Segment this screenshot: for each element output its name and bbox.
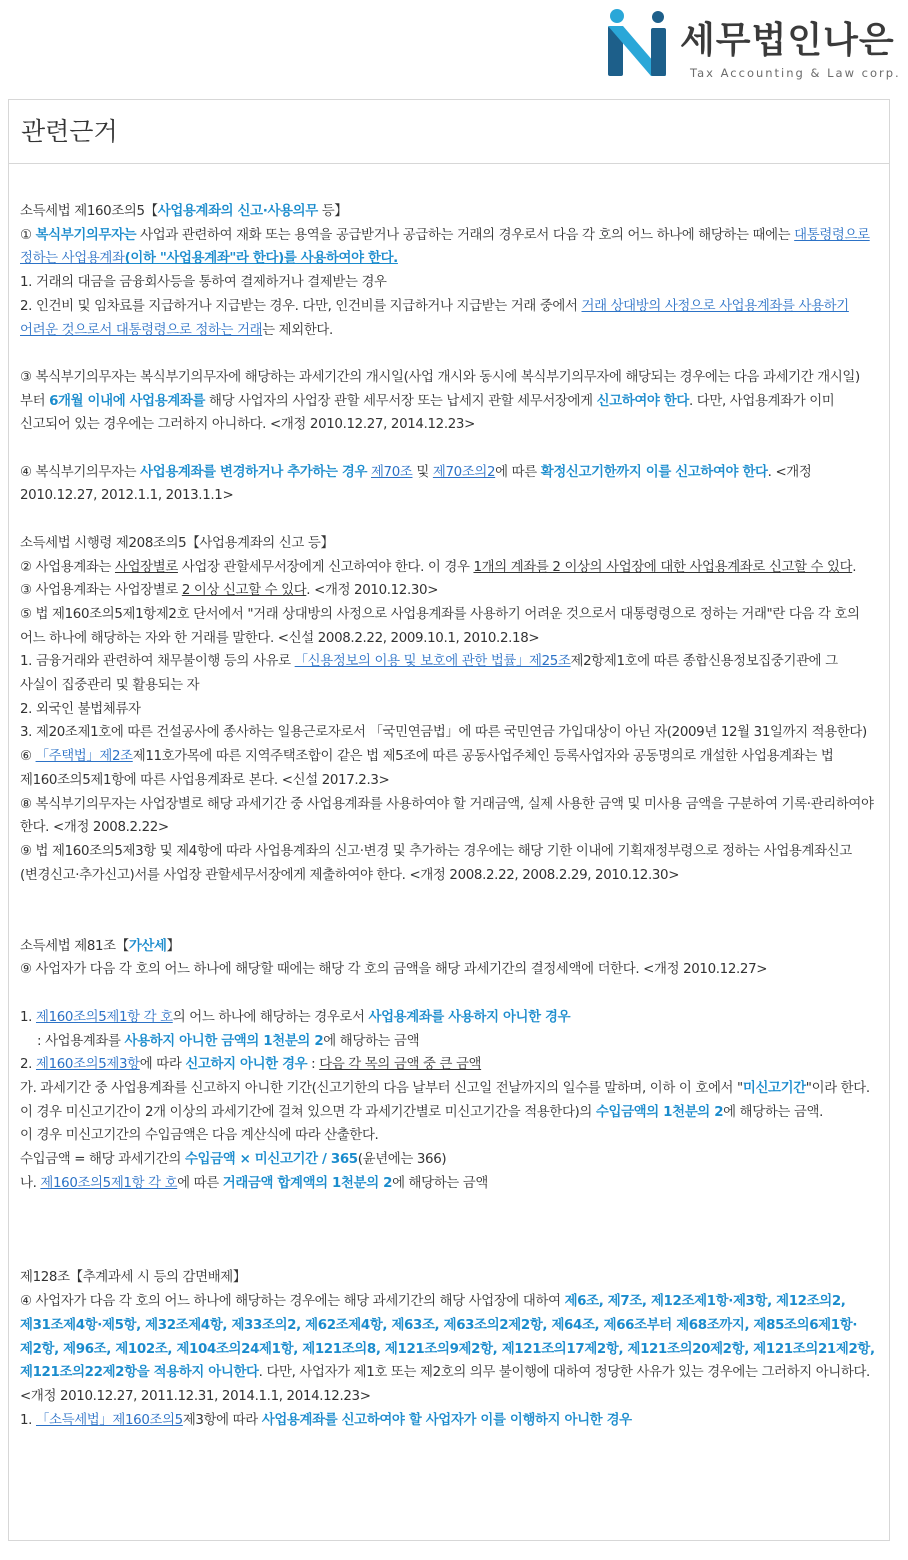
s3-i1-num: 1. — [20, 1009, 36, 1025]
s3-ga-text: 가. 과세기간 중 사업용계좌를 신고하지 아니한 기간(신고기한의 다음 날부터 신고일 전날까지의 일수를 말하며, 이하 이 호에서 " — [20, 1080, 743, 1096]
ni-monogram-icon — [604, 8, 672, 78]
s3-heading — [20, 935, 875, 959]
s1-p3-emph: 6개월 이내에 사업용계좌를 — [49, 393, 206, 409]
s1-p4-end: . <개정 2010.12.27, 2012.1.1, 2013.1.1> — [20, 464, 812, 504]
s1-para-3 — [20, 366, 875, 437]
s3-heading-title: 가산세 — [128, 938, 167, 954]
s3-sub-ga — [20, 1077, 875, 1124]
s2-para-6 — [20, 745, 875, 792]
s3-na-text: 에 따른 — [177, 1175, 223, 1191]
s2-para-3 — [20, 579, 875, 603]
s3-formula-end: (윤년에는 366) — [357, 1152, 447, 1168]
s1-p4-and: 및 — [412, 464, 433, 480]
s1-p3-text: ③ 복식부기의무자는 복식부기의무자에 해당하는 과세기간의 개시일(사업 개시와 동시에 복식부기의무자에 해당되는 경우에는 다음 과세기간 개시일)부터 — [20, 369, 860, 409]
s4-i1-emph: 사업용계좌를 신고하여야 할 사업자가 이를 이행하지 아니한 경우 — [261, 1412, 632, 1428]
s2-i1-link[interactable]: 「신용정보의 이용 및 보호에 관한 법률」제25조 — [294, 654, 571, 670]
s3-calc-note: 이 경우 미신고기간의 수입금액은 다음 계산식에 따라 산출한다. — [20, 1128, 379, 1144]
s2-para-9: ⑨ 법 제160조의5제3항 및 제4항에 따라 사업용계좌의 신고·변경 및 추가하는 경우에는 해당 기한 이내에 기획재정부령으로 정하는 사업용계좌신고(변경신고·추가신고)서를 사업장 관할세무서장에게 제출하여야 한다. <개정 2008.2.22, 2008.2.29, 2010.12.30> — [20, 843, 852, 883]
s4-p4-end: . 다만, 사업자가 제1호 또는 제2호의 의무 불이행에 대하여 정당한 사유가 있는 경우에는 그러하지 아니하다. <개정 2010.12.27, 2011.12.31, 2014.1.1, 2014.12.23> — [20, 1365, 870, 1404]
s3-na-num: 나. — [20, 1175, 41, 1191]
s3-i1-detail-emph: 사용하지 아니한 금액의 1천분의 2 — [124, 1033, 324, 1049]
s2-item-1 — [20, 650, 875, 697]
s1-p1-num: ① — [20, 227, 36, 243]
s3-i2-num: 2. — [20, 1057, 36, 1073]
s3-item-2 — [20, 1053, 875, 1077]
s4-item-1 — [20, 1409, 875, 1433]
s2-heading: 소득세법 시행령 제208조의5【사업용계좌의 신고 등】 — [20, 535, 334, 551]
s4-i1-link[interactable]: 「소득세법」제160조의5 — [35, 1412, 183, 1428]
s1-heading-suffix: 등】 — [317, 204, 348, 219]
s4-i1-text: 제3항에 따라 — [182, 1412, 262, 1428]
s2-p2-text: ② 사업용계좌는 — [20, 559, 115, 575]
s2-p6-num: ⑥ — [20, 749, 36, 765]
s3-na-end: 에 해당하는 금액 — [392, 1175, 488, 1191]
s2-item-3: 3. 제20조제1호에 따른 건설공사에 종사하는 일용근로자로서 「국민연금법」에 따른 국민연금 가입대상이 아닌 자(2009년 12월 31일까지 적용한다) — [20, 725, 867, 741]
s1-p4-text-2: 에 따른 — [495, 464, 541, 480]
s3-i1-detail-end: 에 해당하는 금액 — [323, 1033, 420, 1049]
s4-heading: 제128조【추계과세 시 등의 감면배제】 — [20, 1270, 246, 1286]
s1-p1-link[interactable]: 대통령령으로 정하는 사업용계좌 — [20, 227, 870, 267]
s1-p4-emph-2: 확정신고기한까지 이를 신고하여야 한다 — [540, 464, 768, 480]
s1-p1-emph: 복식부기의무자는 — [35, 227, 137, 243]
s1-p1-emph-2: (이하 "사업용계좌"라 한다)를 사용하여야 한다. — [124, 251, 398, 267]
s2-para-2 — [20, 556, 875, 580]
s3-sub-na — [20, 1172, 875, 1196]
s1-p1-text: 사업과 관련하여 재화 또는 용역을 공급받거나 공급하는 거래의 경우로서 다음 각 호의 어느 하나에 해당하는 때에는 — [136, 227, 795, 243]
s2-p2-underline-2: 1개의 계좌를 2 이상의 사업장에 대한 사업용계좌로 신고할 수 있다 — [473, 559, 853, 575]
s1-para-4 — [20, 461, 875, 508]
s1-heading-title: 사업용계좌의 신고·사용의무 — [157, 204, 318, 219]
s2-para-5: ⑤ 법 제160조의5제1항제2호 단서에서 "거래 상대방의 사정으로 사업용계좌를 사용하기 어려운 것으로서 대통령령으로 정하는 거래"란 다음 각 호의 어느 하나에 해당하는 자와 한 거래를 말한다. <신설 2008.2.22, 2009.10.1, 2010.2.18> — [20, 606, 860, 646]
s3-heading-suffix: 】 — [166, 938, 180, 954]
section-title: 관련근거 — [9, 100, 889, 164]
brand-name: 세무법인나은 — [680, 20, 895, 61]
s3-i1-text: 의 어느 하나에 해당하는 경우로서 — [172, 1009, 369, 1025]
s2-i1-text: 1. 금융거래와 관련하여 채무불이행 등의 사유로 — [20, 654, 295, 670]
s3-na-link[interactable]: 제160조의5제1항 각 호 — [40, 1175, 178, 1191]
s3-i2-link[interactable]: 제160조의5제3항 — [35, 1057, 140, 1073]
s3-ga-emph: 미신고기간 — [742, 1080, 806, 1096]
s3-i2-colon: : — [307, 1057, 320, 1073]
related-basis-panel — [8, 99, 890, 1541]
s2-p3-end: . <개정 2010.12.30> — [306, 583, 439, 599]
s4-i1-num: 1. — [20, 1412, 36, 1428]
s3-i2-underline: 다음 각 목의 금액 중 큰 금액 — [319, 1057, 482, 1073]
s1-i2-text: 2. 인건비 및 임차료를 지급하거나 지급받는 경우. 다만, 인건비를 지급하거나 지급받는 거래 중에서 — [20, 298, 582, 314]
s3-ga-end: 에 해당하는 금액. — [723, 1104, 823, 1120]
s1-heading — [20, 200, 875, 224]
s3-formula — [20, 1148, 875, 1172]
s3-formula-text: 수입금액 = 해당 과세기간의 — [20, 1152, 185, 1168]
s3-para-9: ⑨ 사업자가 다음 각 호의 어느 하나에 해당할 때에는 해당 각 호의 금액을 해당 과세기간의 결정세액에 더한다. <개정 2010.12.27> — [20, 962, 768, 978]
s3-i2-text: 에 따라 — [139, 1057, 186, 1073]
s3-ga-text-2: "이라 한다. 이 경우 미신고기간이 2개 이상의 과세기간에 걸쳐 있으면 각 과세기간별로 미신고기간을 적용한다)의 — [20, 1080, 870, 1120]
page-header — [0, 0, 908, 96]
s3-i2-emph: 신고하지 아니한 경우 — [185, 1057, 308, 1073]
s1-p4-emph: 사업용계좌를 변경하거나 추가하는 경우 — [140, 464, 368, 480]
law-text — [9, 164, 889, 1432]
s1-para-1 — [20, 224, 875, 271]
s2-para-8: ⑧ 복식부기의무자는 사업장별로 해당 과세기간 중 사업용계좌를 사용하여야 할 거래금액, 실제 사용한 금액 및 미사용 금액을 구분하여 기록·관리하여야 한다. <개정 2008.2.22> — [20, 796, 874, 836]
s2-i1-end: 제2항제1호에 따른 종합신용정보집중기관에 그 사실이 집중관리 및 활용되는 자 — [20, 654, 838, 694]
s1-i2-link[interactable]: 거래 상대방의 사정으로 사업용계좌를 사용하기 어려운 것으로서 대통령령으로 정하는 거래 — [20, 298, 849, 338]
s4-p4-text: ④ 사업자가 다음 각 호의 어느 하나에 해당하는 경우에는 해당 과세기간의 해당 사업장에 대하여 — [20, 1294, 565, 1310]
s2-p2-underline: 사업장별로 — [114, 559, 178, 575]
s3-item-1 — [20, 1006, 875, 1030]
s3-formula-emph: 수입금액 × 미신고기간 / 365 — [184, 1152, 358, 1168]
s1-item-2 — [20, 295, 875, 342]
s1-p4-link-70[interactable]: 제70조 — [370, 464, 413, 480]
s3-ga-emph-2: 수입금액의 1천분의 2 — [595, 1104, 724, 1120]
brand-subtitle: Tax Accounting & Law corp. — [690, 66, 901, 80]
s2-p2-text-2: 사업장 관할세무서장에게 신고하여야 한다. 이 경우 — [177, 559, 474, 575]
s2-p3-underline: 2 이상 신고할 수 있다 — [181, 583, 307, 599]
s3-na-emph: 거래금액 합계액의 1천분의 2 — [222, 1175, 393, 1191]
s1-item-1: 1. 거래의 대금을 금융회사등을 통하여 결제하거나 결제받는 경우 — [20, 275, 387, 291]
s1-p4-link-70-2[interactable]: 제70조의2 — [432, 464, 496, 480]
s4-para-4 — [20, 1290, 875, 1409]
s3-item-1-detail — [20, 1030, 875, 1054]
s4-p4-emph: 제6조, 제7조, 제12조제1항·제3항, 제12조의2, 제31조제4항·제5항, 제32조제4항, 제33조의2, 제62조제4항, 제63조, 제63조의2제2항, 제64조, 제66조부터 제68조까지, 제85조의6제1항·제2항, 제96조, 제102조, 제104조의24제1항, 제121조의8, 제121조의9제2항, 제121조의17제2항, 제121조의20제2항, 제121조의21제2항, 제121조의22제2항을 적용하지 아니한다 — [20, 1294, 875, 1381]
s2-p6-text: 제11호가목에 따른 지역주택조합이 같은 법 제5조에 따른 공동사업주체인 등록사업자와 공동명의로 개설한 사업용계좌는 법 제160조의5제1항에 따른 사업용계좌로 본다. <신설 2017.2.3> — [20, 749, 834, 788]
s1-p3-text-2: 해당 사업자의 사업장 관할 세무서장 또는 납세지 관할 세무서장에게 — [205, 393, 597, 409]
s1-heading-prefix: 소득세법 제160조의5【 — [20, 204, 158, 219]
brand-logo — [604, 6, 900, 80]
s3-heading-prefix: 소득세법 제81조【 — [20, 938, 129, 954]
s1-i2-end: 는 제외한다. — [262, 322, 333, 338]
s2-item-2: 2. 외국인 불법체류자 — [20, 701, 141, 717]
s1-p3-end: . 다만, 사업용계좌가 이미 신고되어 있는 경우에는 그러하지 아니하다. <개정 2010.12.27, 2014.12.23> — [20, 393, 835, 433]
s2-p3-text: ③ 사업용계좌는 사업장별로 — [20, 583, 182, 599]
s3-i1-detail-text: : 사업용계좌를 — [37, 1033, 125, 1049]
s2-p6-link[interactable]: 「주택법」제2조 — [35, 749, 133, 765]
s2-p2-end: . — [852, 559, 857, 575]
s1-p4-text: ④ 복식부기의무자는 — [20, 464, 141, 480]
s1-p3-emph-2: 신고하여야 한다 — [596, 393, 689, 409]
s3-i1-link[interactable]: 제160조의5제1항 각 호 — [35, 1009, 173, 1025]
s3-i1-emph: 사업용계좌를 사용하지 아니한 경우 — [368, 1009, 571, 1025]
